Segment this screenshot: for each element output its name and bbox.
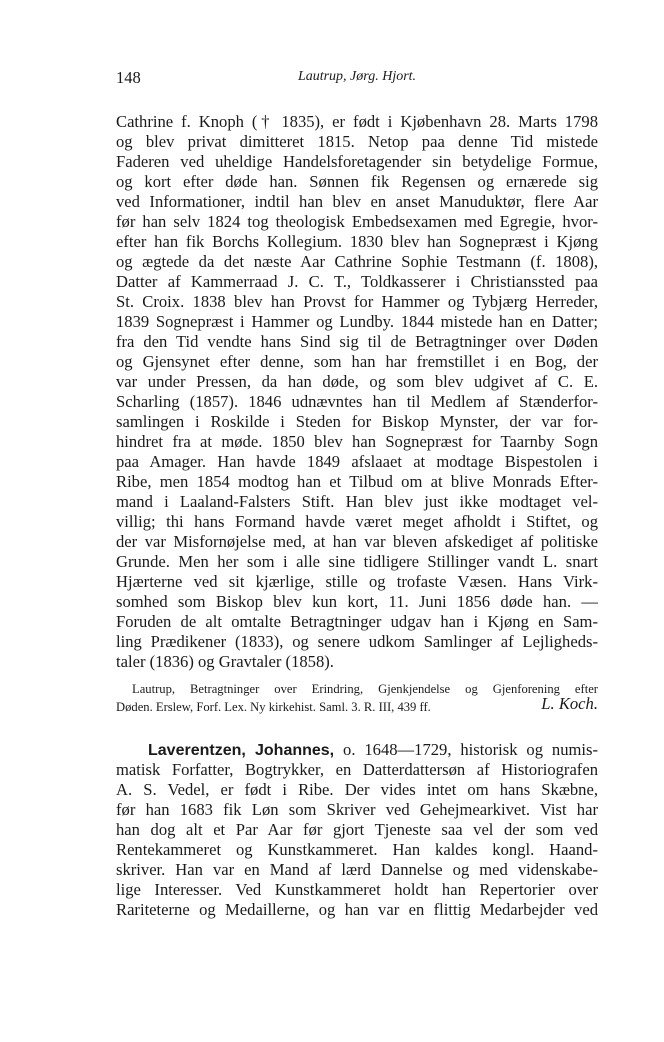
body-line: villig; thi hans Formand havde været meget afholdt i Stiftet, og: [116, 512, 598, 531]
body-line: Faderen ved uheldige Handelsforetagender sin betydelige Formue,: [116, 152, 598, 171]
body-line: A. S. Vedel, er født i Ribe. Der vides intet om hans Skæbne,: [116, 780, 598, 799]
body-line: Hjærterne ved sit kjærlige, stille og trofaste Væsen. Hans Virk-: [116, 572, 598, 591]
body-line: han dog alt et Par Aar før gjort Tjeneste saa vel der som ved: [116, 820, 598, 839]
body-line: og Gjensynet efter denne, som han har fremstillet i en Bog, der: [116, 352, 598, 371]
page-header: [116, 68, 598, 92]
body-line: Scharling (1857). 1846 udnævntes han til Medlem af Stænderfor-: [116, 392, 598, 411]
body-line: St. Croix. 1838 blev han Provst for Hammer og Tybjærg Herreder,: [116, 292, 598, 311]
body-line: Datter af Kammerraad J. C. T., Toldkasserer i Christianssted paa: [116, 272, 598, 291]
entry-first-line-text: o. 1648—1729, historisk og numis-: [343, 740, 598, 759]
body-line: skriver. Han var en Mand af lærd Dannelse og med videnskabe-: [116, 860, 598, 879]
body-line: samlingen i Roskilde i Steden for Biskop Mynster, der var for-: [116, 412, 598, 431]
body-line: somhed som Biskop blev kun kort, 11. Juni 1856 døde han. —: [116, 592, 598, 611]
body-line: hindret fra at møde. 1850 blev han Sognepræst for Taarnby Sogn: [116, 432, 598, 451]
entry-first-line: [148, 740, 598, 760]
body-line: før han selv 1824 tog theologisk Embedsexamen med Egregie, hvor-: [116, 212, 598, 231]
running-title: Lautrup, Jørg. Hjort.: [297, 69, 417, 84]
author-signature: L. Koch.: [541, 694, 598, 713]
body-line: lige Interesser. Ved Kunstkammeret holdt han Repertorier over: [116, 880, 598, 899]
page-number: 148: [116, 68, 141, 87]
body-line-last: taler (1836) og Gravtaler (1858).: [116, 652, 334, 671]
body-line: Rentekammeret og Kunstkammeret. Han kaldes kongl. Haand-: [116, 840, 598, 859]
body-line: var under Pressen, da han døde, og som blev udgivet af C. E.: [116, 372, 598, 391]
body-line: der var Misfornøjelse med, at han var bleven afskediget af politiske: [116, 532, 598, 551]
reference-line-last: [116, 694, 598, 715]
body-line: paa Amager. Han havde 1849 afslaaet at modtage Bispestolen i: [116, 452, 598, 471]
body-line: ling Prædikener (1833), og senere udkom Samlinger af Lejligheds-: [116, 632, 598, 651]
body-line: 1839 Sognepræst i Hammer og Lundby. 1844 mistede han en Datter;: [116, 312, 598, 331]
reference-text: Døden. Erslew, Forf. Lex. Ny kirkehist. Saml. 3. R. III, 439 ff.: [116, 700, 431, 714]
entry-name: Laverentzen, Johannes,: [148, 742, 335, 759]
body-line: Grunde. Men her som i alle sine tidligere Stillinger vandt L. snart: [116, 552, 598, 571]
body-line: før han 1683 fik Løn som Skriver ved Gehejmearkivet. Vist har: [116, 800, 598, 819]
body-line: ved Informationer, indtil han blev en anset Manuduktør, flere Aar: [116, 192, 598, 211]
body-line: fra den Tid vendte hans Sind sig til de Betragtninger over Døden: [116, 332, 598, 351]
body-line: matisk Forfatter, Bogtrykker, en Datterdattersøn af Historiografen: [116, 760, 598, 779]
body-line: og kort efter døde han. Sønnen fik Regensen og ernærede sig: [116, 172, 598, 191]
body-line: Rariteterne og Medaillerne, og han var en flittig Medarbejder ved: [116, 900, 598, 919]
body-line: mand i Laaland-Falsters Stift. Han blev just ikke modtaget vel-: [116, 492, 598, 511]
body-line: og blev privat dimitteret 1815. Netop paa denne Tid mistede: [116, 132, 598, 151]
body-line: efter han fik Borchs Kollegium. 1830 blev han Sognepræst i Kjøng: [116, 232, 598, 251]
body-line: og ægtede da det næste Aar Cathrine Sophie Testmann (f. 1808),: [116, 252, 598, 271]
body-line: Cathrine f. Knoph († 1835), er født i Kjøbenhavn 28. Marts 1798: [116, 112, 598, 131]
reference-line: Lautrup, Betragtninger over Erindring, Gjenkjendelse og Gjenforening efter: [132, 682, 598, 696]
body-line: Ribe, men 1854 modtog han et Tilbud om at blive Monrads Efter-: [116, 472, 598, 491]
body-line: Foruden de alt omtalte Betragtninger udgav han i Kjøng en Sam-: [116, 612, 598, 631]
